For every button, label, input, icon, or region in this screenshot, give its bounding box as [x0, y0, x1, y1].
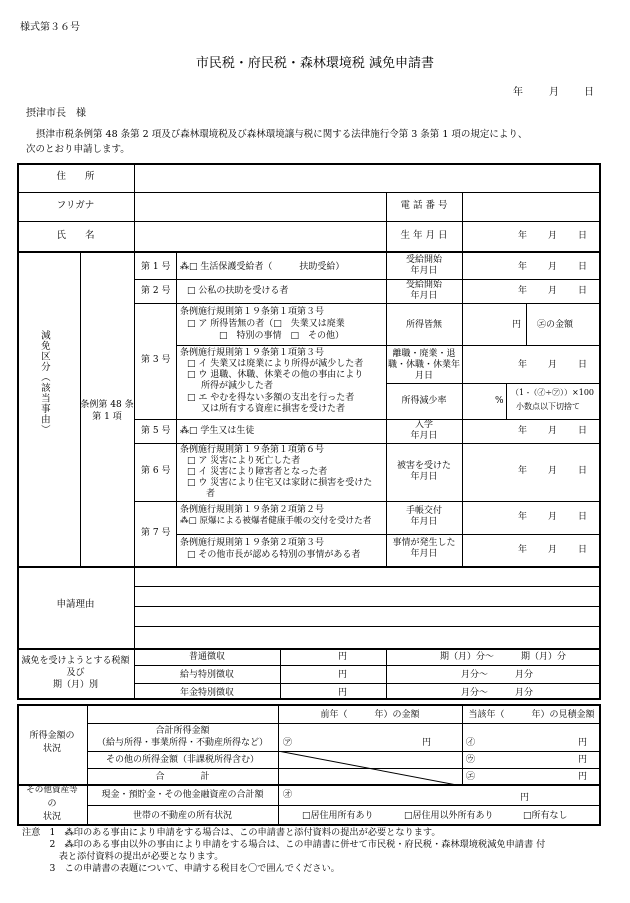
- item5-r1: 入学: [414, 420, 433, 430]
- item7b-d: 日: [578, 545, 588, 555]
- assets-label-3: 状況: [42, 812, 61, 822]
- income-row1b: （給与所得・事業所得・不動産所得など）: [96, 738, 268, 748]
- item3b-r1: 離職・廃業・退: [392, 349, 456, 359]
- mark-o: ㋔: [283, 790, 293, 800]
- item2-no: 第 2 号: [141, 286, 171, 296]
- tax-label-1: 減免を受けようとする税額: [21, 656, 130, 666]
- request-reason-label: 申請理由: [56, 599, 95, 610]
- item1-text[interactable]: ⁂□ 生活保護受給者（ 扶助受給）: [180, 262, 345, 272]
- item7-line3: 条例施行規則第１９条第２項第３号: [180, 538, 325, 548]
- item3b-formula: （1 -（㋑÷㋐））×100: [511, 388, 595, 397]
- tax-row3-type: 年金特別徴収: [179, 688, 234, 698]
- birth-day: 日: [578, 231, 588, 241]
- intro-line-2: 次のとおり申請します。: [26, 144, 130, 155]
- item3b-y: 年: [518, 360, 528, 370]
- item1-d: 日: [578, 262, 588, 272]
- item6-line3[interactable]: □ イ 災害により障害者となった者: [187, 467, 328, 477]
- tax-row3-yen: 円: [338, 688, 348, 698]
- item5-m: 月: [548, 426, 558, 436]
- item6-m: 月: [548, 466, 558, 476]
- date-month: 月: [549, 87, 559, 98]
- item3a-right: 所得皆無: [405, 320, 442, 330]
- item3b-rate-label: 所得減少率: [401, 396, 447, 406]
- mark-u: ㋒: [466, 755, 476, 765]
- item3a-line3[interactable]: □ 特別の事情 □ その他）: [219, 331, 345, 341]
- date-day: 日: [584, 87, 594, 98]
- item7-line2[interactable]: ⁂□ 原爆による被爆者健康手帳の交付を受けた者: [180, 516, 372, 526]
- request-reason-field[interactable]: [137, 570, 597, 644]
- date-year: 年: [513, 87, 523, 98]
- item6-line4[interactable]: □ ウ 災害により住宅又は家財に損害を受けた: [187, 478, 373, 488]
- income-curr-yen2: 円: [578, 755, 588, 765]
- intro-line-1: 摂津市税条例第 48 条第 2 項及び森林環境税及び森林環境譲与税に関する法律施行令第 3 条第 1 項の規定により、: [36, 129, 528, 140]
- income-row2: その他の所得金額（非課税所得含む）: [105, 755, 259, 765]
- tax-row1-yen: 円: [338, 652, 348, 662]
- name-label: 氏 名: [56, 230, 95, 241]
- item7-r3: 事情が発生した: [392, 538, 456, 548]
- mark-e: ㋓: [466, 772, 476, 782]
- phone-label: 電 話 番 号: [400, 200, 448, 211]
- item5-r2: 年月日: [410, 431, 438, 441]
- item6-d: 日: [578, 466, 588, 476]
- item3a-line2[interactable]: □ ア 所得皆無の者（□ 失業又は廃業: [187, 319, 345, 329]
- item3b-line5[interactable]: □ エ やむを得ない多額の支出を行った者: [187, 393, 355, 403]
- item6-line1: 条例施行規則第１９条第１項第６号: [180, 445, 325, 455]
- item3b-pct: %: [495, 396, 504, 406]
- item6-line5: 者: [206, 489, 216, 499]
- item2-y: 年: [518, 286, 528, 296]
- tax-row2-type: 給与特別徴収: [179, 670, 234, 680]
- item6-y: 年: [518, 466, 528, 476]
- income-label-2: 状況: [42, 744, 61, 754]
- note-1: 注意 1 ⁂印のある事由により申請をする場合は、この申請書と添付資料の提出が必要となります。: [22, 827, 441, 838]
- income-row3: 合 計: [155, 772, 210, 782]
- item6-no: 第 6 号: [141, 466, 171, 476]
- item2-m: 月: [548, 286, 558, 296]
- item3a-line1: 条例施行規則第１９条第１項第３号: [180, 307, 325, 317]
- item1-no: 第 1 号: [141, 262, 171, 272]
- birth-month: 月: [548, 231, 558, 241]
- assets-option-none[interactable]: □所有なし: [523, 811, 568, 821]
- furigana-label: フリガナ: [56, 200, 95, 211]
- item1-y: 年: [518, 262, 528, 272]
- item7a-m: 月: [548, 512, 558, 522]
- item3b-line1: 条例施行規則第１９条第１項第３号: [180, 348, 325, 358]
- item3b-m: 月: [548, 360, 558, 370]
- item2-r1: 受給開始: [405, 280, 442, 290]
- item3b-r2: 職・休職・休業年: [387, 360, 460, 370]
- item7-line4[interactable]: □ その他市長が認める特別の事情がある者: [187, 550, 361, 560]
- item3b-r3: 月日: [414, 371, 433, 381]
- article-label: 条例第 48 条: [80, 400, 134, 410]
- income-curr-yen3: 円: [578, 772, 588, 782]
- article-paragraph: 第 1 項: [92, 412, 122, 422]
- income-label-1: 所得金額の: [29, 731, 75, 741]
- tax-row2-yen: 円: [338, 670, 348, 680]
- item7a-y: 年: [518, 512, 528, 522]
- item7-no: 第 7 号: [141, 528, 171, 538]
- form-title: 市民税・府民税・森林環境税 減免申請書: [195, 56, 435, 71]
- income-curr-header: 当該年（ 年）の見積金額: [468, 710, 595, 720]
- assets-option-residential[interactable]: □居住用所有あり: [302, 811, 374, 821]
- item6-r2: 年月日: [410, 472, 438, 482]
- tax-label-3: 期（月）別: [52, 680, 98, 690]
- item7-line1: 条例施行規則第１９条第２項第２号: [180, 505, 325, 515]
- tax-row1-type: 普通徴収: [188, 652, 225, 662]
- tax-row2-period: 月分～ 月分: [461, 670, 534, 680]
- note-3: 3 この申請書の表題について、申請する税目を〇で囲んでください。: [22, 863, 340, 874]
- item7b-m: 月: [548, 545, 558, 555]
- addressee: 摂津市長 様: [26, 108, 86, 119]
- item6-r1: 被害を受けた: [396, 461, 451, 471]
- item3b-line3[interactable]: □ ウ 退職、休職、休業その他の事由により: [187, 370, 364, 380]
- assets-row2: 世帯の不動産の所有状況: [132, 811, 232, 821]
- item3a-yen: 円: [512, 320, 522, 330]
- income-diagonal: [278, 751, 462, 786]
- note-2b: 表と添付資料の提出が必要となります。: [22, 851, 224, 862]
- tax-row3-period: 月分～ 月分: [461, 688, 534, 698]
- item5-no: 第 5 号: [141, 426, 171, 436]
- item5-y: 年: [518, 426, 528, 436]
- birth-label: 生 年 月 日: [400, 230, 448, 241]
- item7a-d: 日: [578, 512, 588, 522]
- item2-text[interactable]: □ 公私の扶助を受ける者: [187, 286, 289, 296]
- income-prev-yen: 円: [422, 738, 432, 748]
- item3b-floor-note: 小数点以下切捨て: [516, 402, 580, 411]
- item1-m: 月: [548, 262, 558, 272]
- item7-r2: 年月日: [410, 517, 438, 527]
- form-number: 様式第３６号: [20, 22, 80, 33]
- income-curr-yen1: 円: [578, 738, 588, 748]
- birth-year: 年: [518, 231, 528, 241]
- item5-text[interactable]: ⁂□ 学生又は生徒: [180, 426, 255, 436]
- item3b-line2[interactable]: □ イ 失業又は廃業により所得が減少した者: [187, 359, 364, 369]
- tax-label-2: 及び: [66, 668, 85, 678]
- item7-r4: 年月日: [410, 549, 438, 559]
- item1-r2: 年月日: [410, 266, 438, 276]
- mark-a: ㋐: [283, 738, 293, 748]
- item3a-label: ㋓の金額: [537, 320, 574, 330]
- tax-row1-period: 期（月）分～ 期（月）分: [440, 652, 567, 662]
- income-row1a: 合計所得金額: [155, 726, 210, 736]
- income-prev-header: 前年（ 年）の金額: [320, 710, 420, 720]
- assets-row1: 現金・預貯金・その他金融資産の合計額: [101, 790, 264, 800]
- item5-d: 日: [578, 426, 588, 436]
- item1-r1: 受給開始: [405, 255, 442, 265]
- assets-label-1: その他資産等: [26, 785, 78, 795]
- item7-r1: 手帳交付: [405, 506, 442, 516]
- item3b-line4: 所得が減少した者: [201, 381, 274, 391]
- item3b-line6: 又は所有する資産に損害を受けた者: [201, 404, 346, 414]
- assets-label-2: の: [47, 799, 57, 809]
- item3-no: 第 3 号: [141, 355, 171, 365]
- mark-i: ㋑: [466, 738, 476, 748]
- item3b-d: 日: [578, 360, 588, 370]
- assets-option-other[interactable]: □居住用以外所有あり: [404, 811, 494, 821]
- item2-d: 日: [578, 286, 588, 296]
- item7b-y: 年: [518, 545, 528, 555]
- item6-line2[interactable]: □ ア 災害により死亡した者: [187, 456, 301, 466]
- reason-category-label: 減免区分（該当事由）: [38, 330, 50, 435]
- address-label: 住 所: [56, 171, 95, 182]
- item2-r2: 年月日: [410, 291, 438, 301]
- note-2: 2 ⁂印のある事由以外の事由により申請をする場合は、この申請書に併せて市民税・府民税・森林環境税減免申請書 付: [22, 839, 546, 850]
- assets-yen: 円: [520, 793, 530, 803]
